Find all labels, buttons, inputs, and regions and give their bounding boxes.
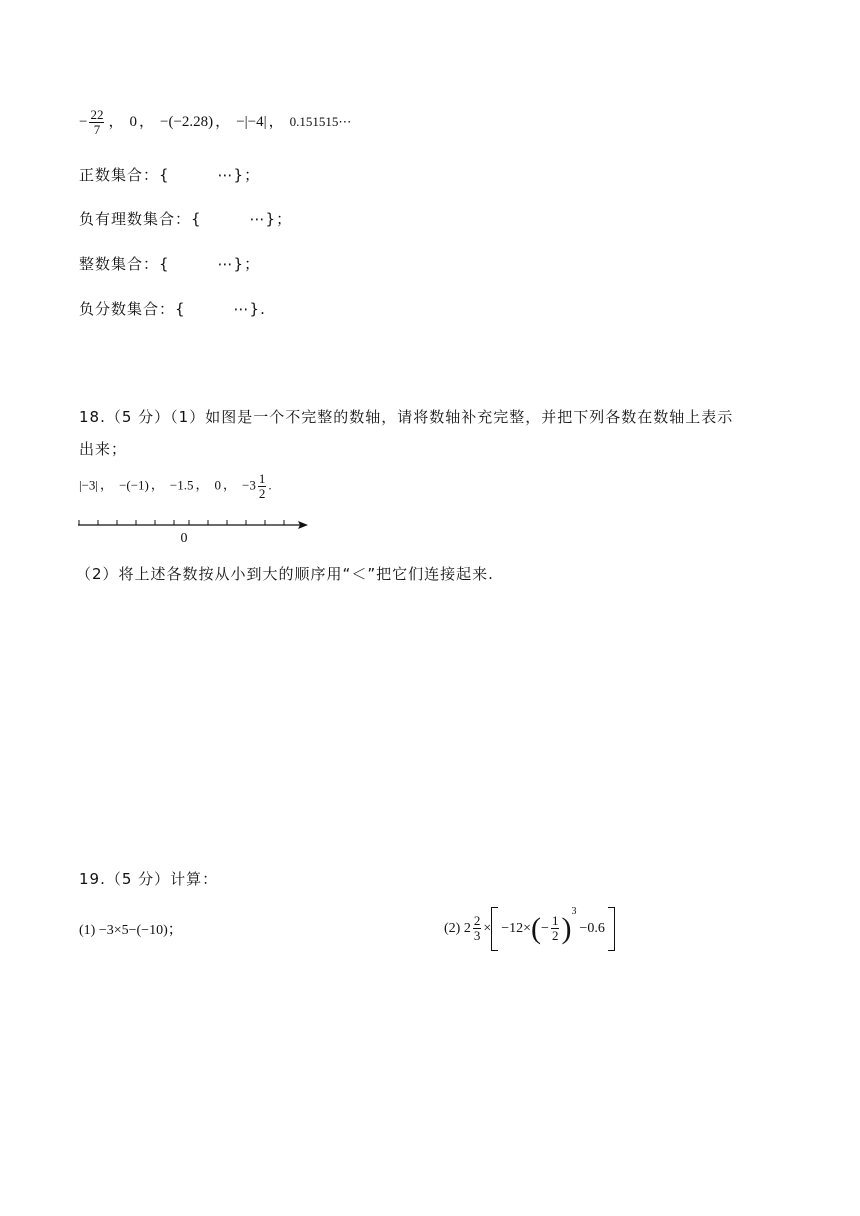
q18-part2: （2）将上述各数按从小到大的顺序用“＜”把它们连接起来. <box>76 565 494 583</box>
set-tail: ⋯}； <box>217 166 261 184</box>
part-tail: ； <box>167 920 184 938</box>
fraction-1-2: $\frac{1}{2}$ <box>551 913 559 944</box>
set-integer <box>79 253 260 274</box>
set-label: 负有理数集合：{ <box>79 210 202 228</box>
number-item: |−3| <box>79 477 99 493</box>
axis-zero-label: 0 <box>180 531 188 546</box>
left-paren: ( <box>531 911 542 945</box>
inner-expression: −0.6 <box>579 921 605 936</box>
q18-header: 18.（5 分）（1）如图是一个不完整的数轴，请将数轴补充完整，并把下列各数在数轴上表示 <box>79 408 734 426</box>
fraction-22-7: $\frac{22}{7}$ <box>90 107 104 137</box>
number-item: −1.5 <box>169 477 194 493</box>
set-label: 正数集合：{ <box>79 166 170 184</box>
set-negative-rational <box>79 208 292 229</box>
mixed-number-whole: 2 <box>463 921 471 936</box>
expression: −3×5−(−10) <box>98 923 168 938</box>
number-item: −(−1) <box>119 477 149 493</box>
q17-number-list: − $\frac{22}{7}$ ， 0 ， −(−2.28) ， −|−4| ， 0.151515⋯ <box>79 107 352 137</box>
q19-header: 19.（5 分）计算： <box>79 870 219 888</box>
number-item: 0 <box>214 477 222 493</box>
q18-number-list: |−3| ， −(−1) ， −1.5 ， 0 ， −3 $\frac{1}{2}$ . <box>79 471 272 501</box>
q19-part1 <box>79 918 184 939</box>
exponent: 3 <box>571 906 577 917</box>
set-tail: ⋯}. <box>233 300 266 318</box>
set-negative-fraction <box>79 298 266 319</box>
frac-sign: − <box>79 113 88 130</box>
mixed-number-whole: −3 <box>242 477 256 493</box>
set-tail: ⋯}； <box>217 255 261 273</box>
times-sign: × <box>483 921 492 936</box>
axis-ticks <box>79 520 284 525</box>
number-item: 0 <box>129 113 137 130</box>
right-paren: ) <box>561 911 572 945</box>
number-item: −|−4| <box>236 113 267 130</box>
right-bracket <box>608 907 615 951</box>
fraction-2-3: $\frac{2}{3}$ <box>473 913 481 944</box>
number-line <box>74 512 314 546</box>
left-bracket <box>491 907 498 951</box>
inner-frac-sign: − <box>541 921 549 936</box>
fraction-1-2: $\frac{1}{2}$ <box>258 471 266 501</box>
q19-part2 <box>444 906 615 951</box>
part-label: (2) <box>444 921 461 936</box>
number-item: 0.151515⋯ <box>289 113 352 129</box>
set-tail: ⋯}； <box>249 210 293 228</box>
set-label: 负分数集合：{ <box>79 300 186 318</box>
inner-expression: −12× <box>501 921 532 936</box>
q18-header-continued: 出来； <box>79 440 128 458</box>
set-label: 整数集合：{ <box>79 255 170 273</box>
part-label: (1) <box>79 923 96 938</box>
number-item: −(−2.28) <box>160 113 214 130</box>
set-positive <box>79 164 260 185</box>
